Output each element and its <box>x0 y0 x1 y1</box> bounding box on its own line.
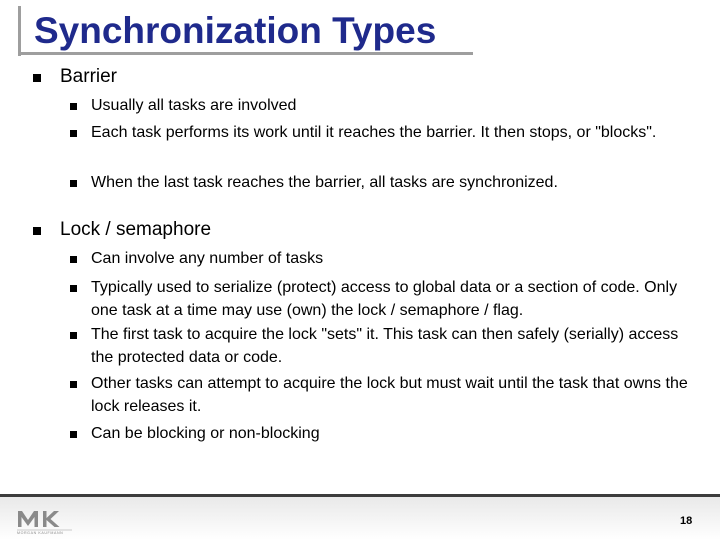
list-item: Can involve any number of tasks <box>91 250 324 267</box>
svg-text:MORGAN KAUFMANN: MORGAN KAUFMANN <box>17 531 64 535</box>
title-rule-vertical <box>18 6 21 56</box>
slide-title: Synchronization Types <box>34 10 437 51</box>
bullet-icon <box>33 74 41 82</box>
bullet-icon <box>70 431 77 438</box>
list-item: Can be blocking or non-blocking <box>91 425 320 442</box>
list-item: Other tasks can attempt to acquire the lock but must wait until the task that owns the lock releases it. <box>91 375 688 415</box>
bullet-icon <box>70 285 77 292</box>
publisher-logo <box>14 505 76 535</box>
bullet-icon <box>70 130 77 137</box>
footer-background <box>0 497 720 540</box>
page-number: 18 <box>680 515 693 527</box>
list-item: Usually all tasks are involved <box>91 97 297 114</box>
list-item: When the last task reaches the barrier, all tasks are synchronized. <box>91 174 558 191</box>
list-item: The first task to acquire the lock "sets" it. This task can then safely (serially) access the protected data or code. <box>91 326 679 366</box>
section-heading-lock-semaphore: Lock / semaphore <box>60 219 212 240</box>
bullet-icon <box>70 381 77 388</box>
list-item: Typically used to serialize (protect) access to global data or a section of code. Only one task at a time may use (own) the lock / semaphore / flag. <box>91 279 678 319</box>
section-heading-barrier: Barrier <box>60 66 118 87</box>
list-item: Each task performs its work until it reaches the barrier. It then stops, or "blocks". <box>91 124 657 141</box>
title-rule-horizontal <box>18 52 473 55</box>
bullet-icon <box>70 103 77 110</box>
bullet-icon <box>70 256 77 263</box>
bullet-icon <box>70 332 77 339</box>
bullet-icon <box>33 227 41 235</box>
bullet-icon <box>70 180 77 187</box>
